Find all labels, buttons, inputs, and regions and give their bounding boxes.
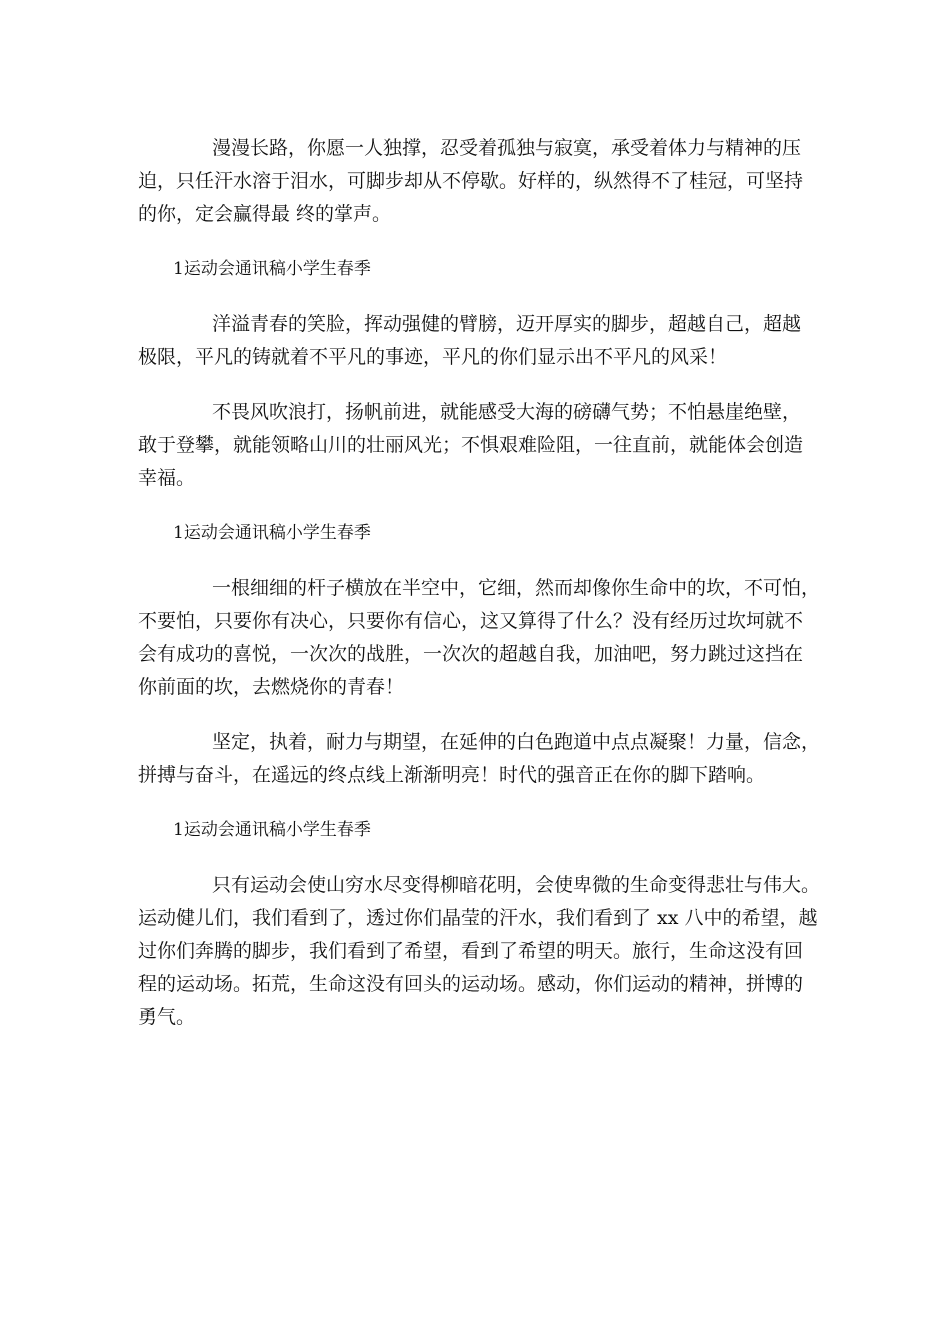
paragraph-line: 只有运动会使山穷水尽变得柳暗花明，会使卑微的生命变得悲壮与伟大。 [212, 874, 821, 896]
paragraph-line: 迫，只任汗水溶于泪水，可脚步却从不停歇。好样的，纵然得不了桂冠，可坚持 [138, 170, 804, 192]
paragraph-line: 过你们奔腾的脚步，我们看到了希望，看到了希望的明天。旅行，生命这没有回 [138, 940, 804, 962]
paragraph-line: 不畏风吹浪打，扬帆前进，就能感受大海的磅礴气势；不怕悬崖绝壁， [212, 401, 802, 423]
paragraph-line: 会有成功的喜悦，一次次的战胜，一次次的超越自我，加油吧，努力跳过这挡在 [138, 643, 804, 665]
paragraph-line: 幸福。 [138, 467, 196, 489]
paragraph-line: 极限，平凡的铸就着不平凡的事迹，平凡的你们显示出不平凡的风采！ [138, 346, 728, 368]
paragraph-line: 不要怕，只要你有决心，只要你有信心，这又算得了什么？没有经历过坎坷就不 [138, 610, 804, 632]
paragraph-line: 漫漫长路，你愿一人独撑，忍受着孤独与寂寞，承受着体力与精神的压 [212, 137, 802, 159]
section-heading: 1运动会通讯稿小学生春季 [173, 523, 371, 543]
paragraph-line: 程的运动场。拓荒，生命这没有回头的运动场。感动，你们运动的精神，拼博的 [138, 973, 804, 995]
section-heading: 1运动会通讯稿小学生春季 [173, 820, 371, 840]
paragraph-line: 一根细细的杆子横放在半空中，它细，然而却像你生命中的坎，不可怕， [212, 577, 821, 599]
paragraph-line: 运动健儿们，我们看到了，透过你们晶莹的汗水，我们看到了 xx 八中的希望，越 [138, 907, 818, 929]
paragraph-line: 敢于登攀，就能领略山川的壮丽风光；不惧艰难险阻，一往直前，就能体会创造 [138, 434, 804, 456]
section-heading: 1运动会通讯稿小学生春季 [173, 259, 371, 279]
paragraph-line: 洋溢青春的笑脸，挥动强健的臂膀，迈开厚实的脚步，超越自己，超越 [212, 313, 802, 335]
paragraph-line: 拼搏与奋斗，在遥远的终点线上渐渐明亮！时代的强音正在你的脚下踏响。 [138, 764, 766, 786]
paragraph-line: 勇气。 [138, 1006, 196, 1028]
paragraph-line: 的你，定会赢得最 终的掌声。 [138, 203, 392, 225]
paragraph-line: 你前面的坎，去燃烧你的青春！ [138, 676, 405, 698]
paragraph-line: 坚定，执着，耐力与期望，在延伸的白色跑道中点点凝聚！力量，信念， [212, 731, 821, 753]
